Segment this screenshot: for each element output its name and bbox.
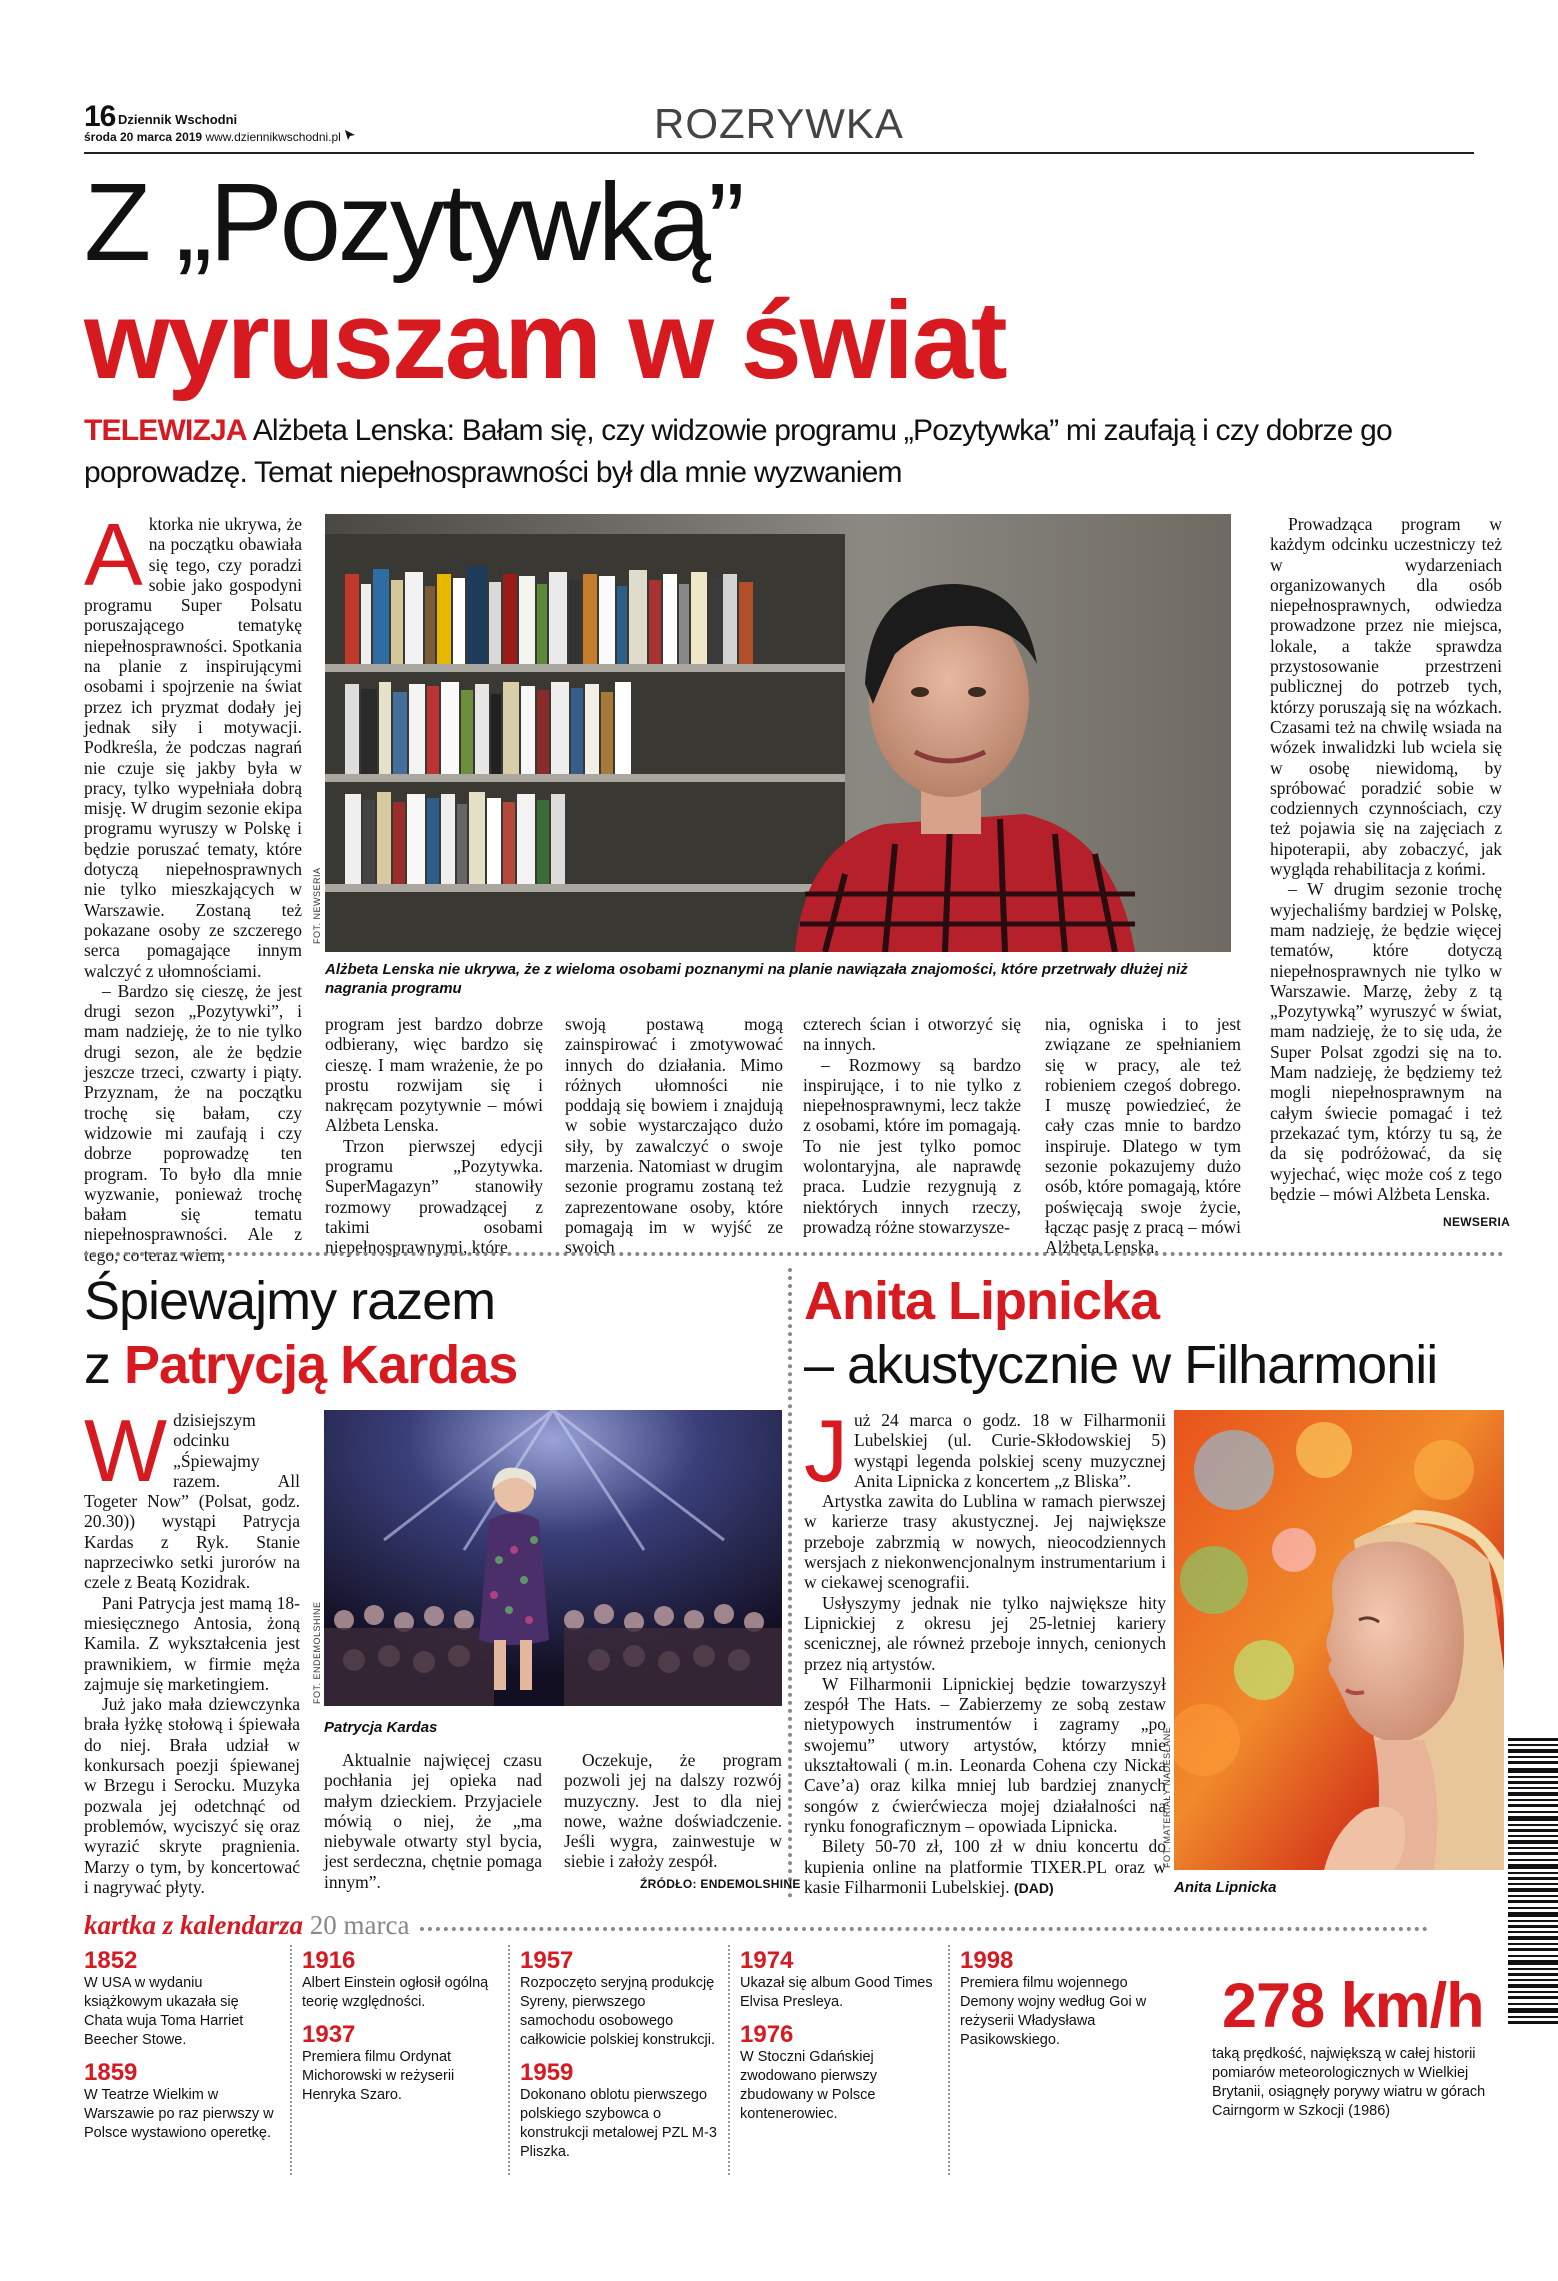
main-column-2 — [325, 1014, 543, 1258]
calendar-text: W Stoczni Gdańskiej zwodowano pierwszy zbudowany w Polsce kontenerowiec. — [740, 2049, 878, 2122]
lipnicka-photo-credit: FOT. MATERIAŁY NADESŁANE — [1162, 1726, 1172, 1868]
main-photo-caption: Alżbeta Lenska nie ukrywa, że z wieloma osobami poznanymi na planie nawiązała znajomości, które przetrwały dłużej niż nagrania programu — [325, 961, 1188, 997]
calendar-date: 20 marca — [309, 1910, 410, 1940]
calendar-column-2 — [302, 1948, 502, 2115]
calendar-text: Dokonano oblotu pierwszego polskiego szybowca o konstrukcji metalowej PZL M-3 Pliszka. — [520, 2087, 717, 2160]
main-photo-illustration — [325, 514, 1231, 952]
lipnicka-photo — [1174, 1410, 1504, 1870]
calendar-text: Premiera filmu Ordynat Michorowski w reżyserii Henryka Szaro. — [302, 2049, 455, 2103]
calendar-year: 1957 — [520, 1947, 574, 1974]
calendar-year: 1974 — [740, 1947, 794, 1974]
main-column-6 — [1270, 514, 1502, 1204]
main-column-5 — [1045, 1014, 1241, 1258]
paper-name: Dziennik Wschodni — [118, 112, 238, 127]
lipnicka-column — [804, 1401, 1166, 1898]
kardas-title-name: Patrycją Kardas — [124, 1335, 518, 1395]
lipnicka-photo-caption: Anita Lipnicka — [1174, 1879, 1277, 1896]
paragraph: swoją postawą mogą zainspirować i zmotywować innych do działania. Mimo różnych ułomności nie poddają się bowiem i znajdują w sobie wystarczająco dużo siły, by zawalczyć o swoje marzenia. Natomiast w drugim sezonie programu zostaną też zaprezentowane osoby, które pomagają im w wyjść ze swoich — [565, 1014, 783, 1258]
calendar-column-5 — [960, 1948, 1160, 2060]
calendar-title-label: kartka z kalendarza — [84, 1910, 304, 1940]
calendar-separator — [290, 1945, 292, 2175]
main-column-4 — [803, 1014, 1021, 1237]
kardas-photo-credit: FOT. ENDEMOLSHINE — [312, 1601, 322, 1704]
paragraph: Już jako mała dziewczynka brała łyżkę stołową i śpiewała do niej. Brała udział w konkursach poezji śpiewanej w Brzegu i Serocku. Muzyka pozwala jej odetchnąć od problemów, wyciszyć się oraz wyrazić skryte pragnienia. Marzy o tym, by koncertować i nagrywać płyty. — [84, 1694, 300, 1897]
lead-kicker: TELEWIZJA — [84, 414, 247, 447]
fact-text: taką prędkość, największą w całej historii pomiarów meteorologicznych w Wielkiej Brytanii, osiągnęły porywy wiatru w górach Cairngorm w Szkocji (1986) — [1212, 2046, 1486, 2119]
calendar-column-4 — [740, 1948, 940, 2134]
kardas-title-prefix: z — [84, 1335, 125, 1395]
main-photo — [325, 514, 1231, 952]
main-photo-credit: FOT. NEWSERIA — [312, 867, 322, 944]
kardas-photo-caption: Patrycja Kardas — [324, 1719, 438, 1736]
issue-date: środa 20 marca 2019 — [84, 130, 203, 144]
paragraph: – Bardzo się cieszę, że jest drugi sezon „Pozytywki”, i mam nadzieję, że to nie tylko drugi sezon, ale że będzie jeszcze trzeci, czwarty i piąty. Przyznam, że na początku trochę się bałam, czy widzowie mi zaufają i czy dobrze poprowadzę ten program. To było dla mnie wyzwanie, ponieważ trochę bałam się tematu niepełnosprawności. Ale z tego, co teraz wiem, — [84, 980, 302, 1265]
calendar-text: Rozpoczęto seryjną produkcję Syreny, pierwszego samochodu osobowego całkowicie polskiej konstrukcji. — [520, 1975, 716, 2048]
calendar-year: 1859 — [84, 2059, 138, 2086]
paragraph: Bilety 50-70 zł, 100 zł w dniu koncertu do kupienia online na platformie TIXER.PL oraz w kasie Filharmonii Lubelskiej. (DAD) — [804, 1836, 1166, 1897]
calendar-separator — [508, 1945, 510, 2175]
header-rule — [84, 152, 1474, 154]
lipnicka-photo-illustration — [1174, 1410, 1504, 1870]
calendar-separator — [948, 1945, 950, 2175]
calendar-year: 1998 — [960, 1947, 1014, 1974]
kardas-title-line-2 — [84, 1334, 517, 1396]
paragraph: Prowadząca program w każdym odcinku uczestniczy też w wydarzeniach organizowanych dla osób niepełnosprawnych, odwiedza prowadzone przez nie miejsca, lokale, a także sprawdza przystosowanie przestrzeni publicznej do potrzeb tych, którzy poruszają się na wózkach. Czasami też na chwilę wsiada na wózek inwalidzki lub wciela się w osobę niewidomą, by spróbować poradzić sobie w codziennych czynnościach, czy też pojawia się na zajęciach z hipoterapii, aby zobaczyć, jak wygląda rehabilitacja z końmi. — [1270, 514, 1502, 880]
kardas-title-line-1: Śpiewajmy razem — [84, 1271, 496, 1331]
dropcap: A — [84, 505, 143, 604]
calendar-text: Ukazał się album Good Times Elvisa Presleya. — [740, 1975, 933, 2010]
fact-value: 278 km/h — [1222, 1971, 1484, 2041]
paragraph: W Filharmonii Lipnickiej będzie towarzyszył zespół The Hats. – Zabierzemy ze sobą zestaw nietypowych instrumentów i zagramy „po swojemu” utwory artystów, którzy mnie ukształtowali ( m.in. Leonarda Cohena czy Nicka Cave’a) oraz kilka mniej lub bardziej znanych songów z ćwierćwiecza mojej działalności na rynku fonograficznym – opowiada Lipnicka. — [804, 1673, 1166, 1836]
column-divider — [788, 1268, 792, 1898]
kardas-column-3 — [564, 1750, 782, 1872]
calendar-column-3 — [520, 1948, 720, 2172]
calendar-text: W Teatrze Wielkim w Warszawie po raz pierwszy w Polsce wystawiono operetkę. — [84, 2087, 274, 2141]
calendar-title — [84, 1910, 410, 1941]
paragraph: Pani Patrycja jest mamą 18-miesięcznego Antosia, żoną Kamila. Z wykształcenia jest prawnikiem, w firmie męża zajmuje się marketingiem. — [84, 1592, 300, 1694]
calendar-column-1 — [84, 1948, 274, 2153]
page-number: 16 — [84, 100, 116, 133]
lipnicka-signature: (DAD) — [1013, 1879, 1054, 1896]
paragraph: nia, ogniska i to jest związane ze spełnianiem się w pracy, ale też robieniem czegoś dobrego. I muszę powiedzieć, że cały czas mnie to bardzo inspiruje. Dlatego w tym sezonie pokazujemy dużo osób, które pomagają, które poświęcają swoje życie, łącząc pasję z pracą – mówi Alżbeta Lenska. — [1045, 1014, 1241, 1258]
website: www.dziennikwschodni.pl — [205, 130, 341, 144]
kardas-column-2 — [324, 1750, 542, 1892]
calendar-year: 1976 — [740, 2021, 794, 2048]
calendar-text: W USA w wydaniu książkowym ukazała się Chata wuja Toma Harriet Beecher Stowe. — [84, 1975, 244, 2048]
paragraph: dzisiejszym odcinku „Śpiewajmy razem. All Togeter Now” (Polsat, godz. 20.30)) wystąpi Patrycja Kardas z Ryk. Stanie naprzeciwko setki jurorów na czele z Beatą Kozidrak. — [84, 1410, 300, 1593]
lipnicka-title-name: Anita Lipnicka — [804, 1271, 1160, 1331]
headline-line-2: wyruszam w świat — [84, 279, 1006, 402]
paragraph: Oczekuje, że program pozwoli jej na dalszy rozwój muzyczny. Jest to dla niej nowe, ważne doświadczenie. Jeśli wygra, zainwestuje w siebie i założy zespół. — [564, 1750, 782, 1872]
calendar-text: Premiera filmu wojennego Demony wojny według Goi w reżyserii Władysława Pasikowskiego. — [960, 1975, 1147, 2048]
calendar-year: 1852 — [84, 1947, 138, 1974]
main-signature: NEWSERIA — [1443, 1215, 1511, 1229]
paragraph: Usłyszymy jednak nie tylko największe hity Lipnickiej z okresu jej 25-letniej kariery scenicznej, ale równeż przeboje innych, cenionych przez nią artystów. — [804, 1592, 1166, 1674]
main-column-3 — [565, 1014, 783, 1258]
section-divider — [84, 1252, 1504, 1256]
lead-paragraph — [84, 410, 1484, 494]
paragraph: ktorka nie ukrywa, że na początku obawiała się tego, czy poradzi sobie jako gospodyni programu Super Polsatu poruszającego tematykę niepełnosprawności. Spotkania na planie z inspirującymi osobami i spojrzenie na świat przez ich pryzmat dodały jej jednak siły i motywacji. Podkreśla, że podczas nagrań nie czuje się jakby była w pracy, tylko wypełniała dobrą misję. W drugim sezonie ekipa programu wyruszy w Polskę i będzie poruszać tematy, które dotyczą niepełnosprawnych nie tylko mieszkających w Warszawie. Zostaną też pokazane osoby ze szczerego serca pomagające innym walczyć z ułomnościami. — [84, 514, 302, 981]
paragraph: czterech ścian i otworzyć się na innych. — [803, 1014, 1021, 1055]
lipnicka-title-rest: – akustycznie w Filharmonii — [804, 1335, 1438, 1395]
main-column-1 — [84, 505, 302, 1265]
dropcap: W — [84, 1401, 168, 1500]
kardas-column-1 — [84, 1401, 300, 1897]
barcode — [1508, 1738, 1558, 2028]
calendar-year: 1959 — [520, 2059, 574, 2086]
paragraph: uż 24 marca o godz. 18 w Filharmonii Lubelskiej (ul. Curie-Skłodowskiej 5) wystąpi legenda polskiej sceny muzycznej Anita Lipnicka z koncertem „z Bliska”. — [854, 1410, 1166, 1491]
kardas-photo — [324, 1410, 782, 1706]
dropcap: J — [804, 1401, 848, 1500]
calendar-year: 1916 — [302, 1947, 356, 1974]
calendar-separator — [728, 1945, 730, 2175]
paragraph: Artystka zawita do Lublina w ramach pierwszej w karierze trasy akustycznej. Jej największe przeboje zabrzmią w nowych, nieocodziennych wersjach z niekonwencjonalnym instrumentarium i w ciekawej scenografii. — [804, 1491, 1166, 1593]
lead-text: Alżbeta Lenska: Bałam się, czy widzowie programu „Pozytywka” mi zaufają i czy dobrze go poprowadzę. Temat niepełnosprawności był dla mnie wyzwaniem — [84, 414, 1392, 489]
kardas-source: ŹRÓDŁO: ENDEMOLSHINE — [640, 1877, 801, 1891]
calendar-text: Albert Einstein ogłosił ogólną teorię względności. — [302, 1975, 489, 2010]
paragraph: Aktualnie najwięcej czasu pochłania jej opieka nad małym dzieckiem. Przyjaciele mówią o niej, że „ma niebywale otwarty styl bycia, jest serdeczna, chętnie pomaga innym”. — [324, 1750, 542, 1892]
paragraph: Trzon pierwszej edycji programu „Pozytywka. SuperMagazyn” stanowiły rozmowy prowadzącej z takimi osobami niepełnosprawnymi, które — [325, 1135, 543, 1258]
calendar-rule — [420, 1927, 1428, 1931]
paragraph: – W drugim sezonie trochę wyjechaliśmy bardziej w Polskę, mam nadzieję, że będzie więcej tematów, które dotyczą niepełnosprawnych nie tylko w Warszawie. Marzę, żeby z tą „Pozytywką” wyruszyć w świat, mam nadzieję, że to się uda, że Super Polsat zgodzi się na to. Mam nadzieję, że będziemy też mogli niepełnosprawnym na całym świecie pomagać i też przekazać tym, którzy tu są, że da się podróżować, da się wyjechać, więc może coś z tego będzie – mówi Alżbeta Lenska. — [1270, 879, 1502, 1204]
headline-line-1: Z „Pozytywką” — [84, 161, 742, 284]
calendar-year: 1937 — [302, 2021, 356, 2048]
section-title: ROZRYWKA — [654, 100, 904, 147]
kardas-photo-illustration — [324, 1410, 782, 1706]
paragraph: – Rozmowy są bardzo inspirujące, i to nie tylko z niepełnosprawnymi, lecz także z osobami, które im pomagają. To nie jest tylko pomoc wolontaryjna, ale naprawdę praca. Ludzie rezygnują z niektórych innych rzeczy, prowadzą różne stowarzysze- — [803, 1054, 1021, 1237]
paragraph: program jest bardzo dobrze odbierany, więc bardzo się cieszę. I mam wrażenie, że po prostu rozwijam się i nakręcam pozytywnie – mówi Alżbeta Lenska. — [325, 1014, 543, 1136]
